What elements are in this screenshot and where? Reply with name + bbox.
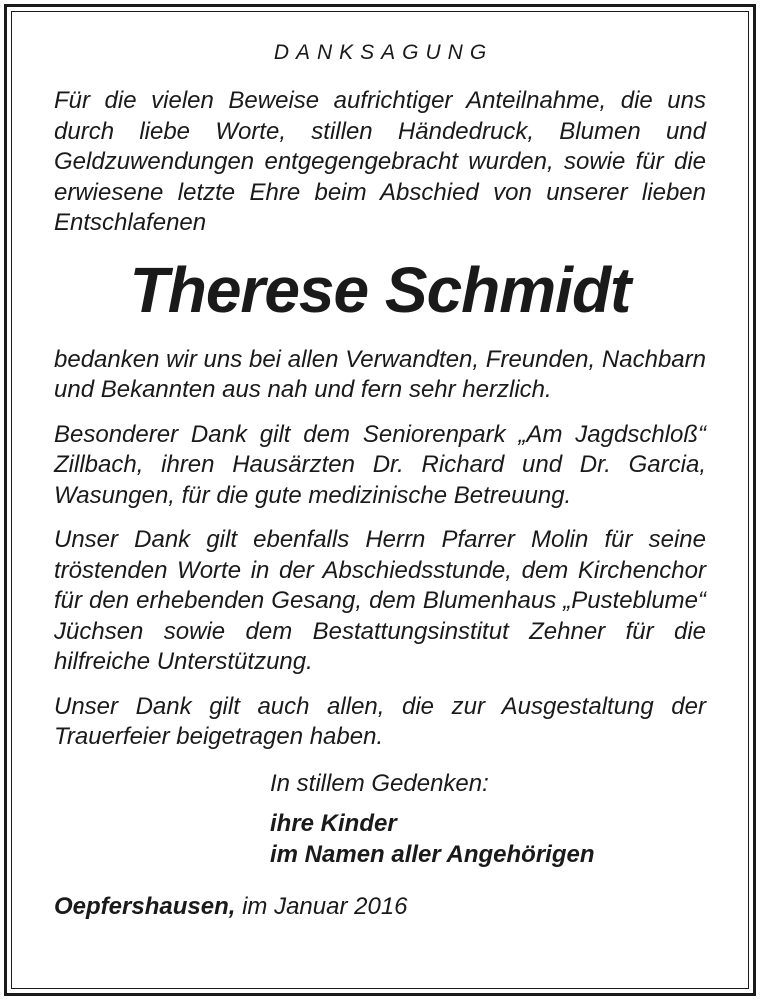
- thanks-paragraph-all: Unser Dank gilt auch allen, die zur Ausgestaltung der Trauerfeier beigetragen haben.: [54, 692, 706, 750]
- thanks-paragraph-relatives: bedanken wir uns bei allen Verwandten, Freunden, Nachbarn und Bekannten aus nah und fern sehr herzlich.: [54, 345, 706, 403]
- closing-block: [270, 769, 706, 871]
- signer-children: ihre Kinder: [270, 810, 397, 837]
- thanks-paragraph-ceremony: Unser Dank gilt ebenfalls Herrn Pfarrer Molin für seine tröstenden Worte in der Abschiedsstunde, dem Kirchenchor für den erhebenden Gesang, dem Blumenhaus „Pusteblume“ Jüchsen sowie dem Bestattungsinstitut Zehner für die hilfreiche Unterstützung.: [54, 526, 706, 675]
- notice-body: [54, 38, 706, 923]
- place-date-text: im Januar 2016: [242, 893, 408, 920]
- place-town: Oepfershausen,: [54, 893, 236, 920]
- intro-paragraph: Für die vielen Beweise aufrichtiger Anteilnahme, die uns durch liebe Worte, stillen Händedruck, Blumen und Geldzuwendungen entgegengebracht wurden, sowie für die erwiesene letzte Ehre beim Abschied von unserer lieben Entschlafenen: [54, 87, 706, 236]
- deceased-name: Therese Schmidt: [129, 253, 631, 326]
- notice-heading: DANKSAGUNG: [273, 41, 494, 64]
- thanks-paragraph-care: Besonderer Dank gilt dem Seniorenpark „Am Jagdschloß“ Zillbach, ihren Hausärzten Dr. Richard und Dr. Garcia, Wasungen, für die gute medizinische Betreuung.: [54, 420, 706, 509]
- signer-relatives: im Namen aller Angehörigen: [270, 840, 595, 868]
- closing-intro: In stillem Gedenken:: [270, 769, 489, 797]
- place-date: [54, 892, 706, 923]
